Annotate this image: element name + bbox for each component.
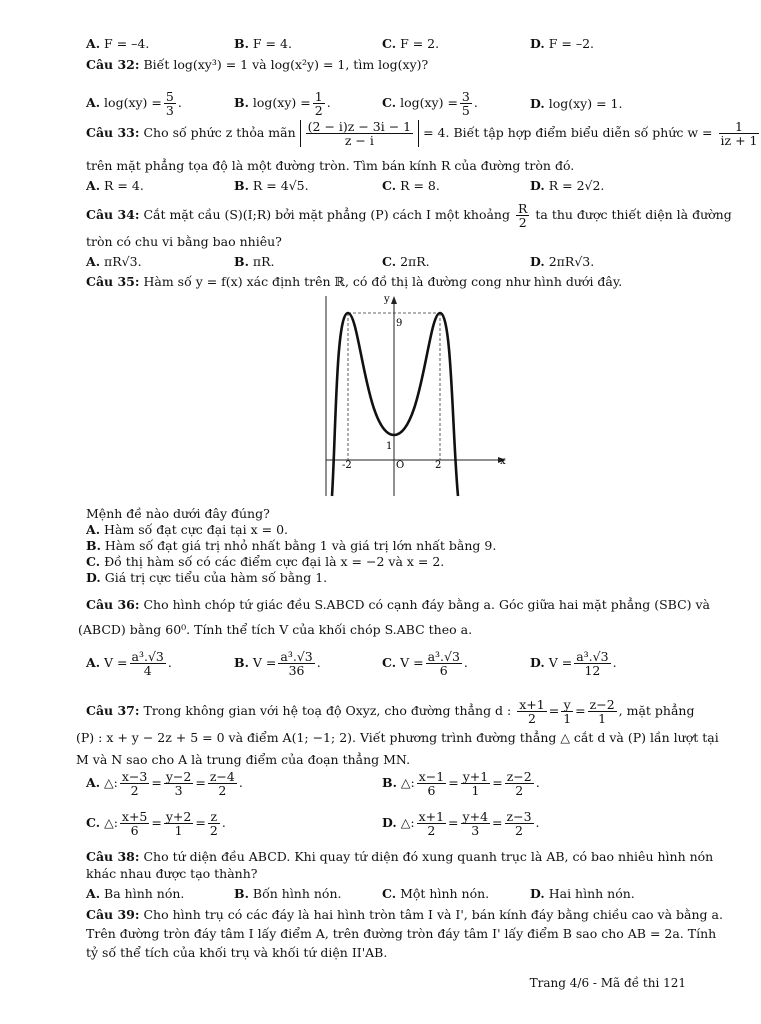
q32-stem: Câu 32: Biết log(xy³) = 1 và log(x²y) = 1, tìm log(xy)? <box>86 57 429 72</box>
q33-stem-line2: trên mặt phẳng tọa độ là một đường tròn. Tìm bán kính R của đường tròn đó. <box>86 158 575 173</box>
q38-option-b: B. Bốn hình nón. <box>234 886 342 901</box>
tick-label-9: 9 <box>396 318 403 329</box>
q39-stem: Câu 39: Cho hình trụ có các đáy là hai hình tròn tâm I và I', bán kính đáy bằng chiều cao và bằng a. <box>86 907 723 922</box>
q33-option-b: B. R = 4√5. <box>234 178 309 193</box>
q31-option-c: C. F = 2. <box>382 36 440 51</box>
q37-option-d: D. △: $\frac{x+1}{2}$ = $\frac{y+4}{3}$ = $\frac{z-3}{2}$ . <box>382 809 540 838</box>
q32-option-a: A. log(xy) = $\frac{5}{3}$ . <box>86 89 182 118</box>
y-axis-arrow <box>391 296 397 304</box>
q33-option-c: C. R = 8. <box>382 178 440 193</box>
q35-option-d: D. Giá trị cực tiểu của hàm số bằng 1. <box>86 570 328 585</box>
q31-option-a: A. F = –4. <box>86 36 150 51</box>
q37-option-a: A. △: $\frac{x-3}{2}$ = $\frac{y-2}{3}$ = $\frac{z-4}{2}$ . <box>86 769 243 798</box>
q36-option-a: A. V = $\frac{\text{a³.√3}}{4}$ . <box>86 649 172 678</box>
q34-stem: Câu 34: Cắt mặt cầu (S)(I;R) bởi mặt phẳng (P) cách I một khoảng $\frac{R}{2}$ ta thu được thiết diện là đường <box>86 201 732 230</box>
q37-stem: Câu 37: Trong không gian với hệ toạ độ Oxyz, cho đường thẳng d : $\frac{x+1}{2}$ = $\frac{y}{1}$ = $\frac{z-2}{1}$ , mặt phẳng <box>86 697 695 726</box>
q31-option-b: B. F = 4. <box>234 36 292 51</box>
x-axis-label: x <box>500 456 506 467</box>
q34-option-b: B. πR. <box>234 254 275 269</box>
q33-option-a: A. R = 4. <box>86 178 144 193</box>
q35-stem: Câu 35: Hàm số y = f(x) xác định trên ℝ, có đồ thị là đường cong như hình dưới đây. <box>86 274 623 289</box>
q34-stem-line2: tròn có chu vi bằng bao nhiêu? <box>86 234 282 249</box>
q39-stem-line3: tỷ số thể tích của khối trụ và khối tứ diện II'AB. <box>86 945 388 960</box>
q34-option-c: C. 2πR. <box>382 254 430 269</box>
q34-option-a: A. πR√3. <box>86 254 142 269</box>
q37-option-c: C. △: $\frac{x+5}{6}$ = $\frac{y+2}{1}$ = $\frac{z}{2}$ . <box>86 809 226 838</box>
page-footer: Trang 4/6 - Mã đề thi 121 <box>529 976 686 990</box>
q39-stem-line2: Trên đường tròn đáy tâm I lấy điểm A, trên đường tròn đáy tâm I' lấy điểm B sao cho AB = 2a. Tính <box>86 926 717 941</box>
q36-stem: Câu 36: Cho hình chóp tứ giác đều S.ABCD có cạnh đáy bằng a. Góc giữa hai mặt phẳng (SBC) và <box>86 597 711 612</box>
y-axis-label: y <box>384 294 390 305</box>
q35-option-a: A. Hàm số đạt cực đại tại x = 0. <box>86 522 289 537</box>
q37-option-b: B. △: $\frac{x-1}{6}$ = $\frac{y+1}{1}$ = $\frac{z-2}{2}$ . <box>382 769 540 798</box>
q36-option-c: C. V = $\frac{\text{a³.√3}}{6}$ . <box>382 649 468 678</box>
q33-stem: Câu 33: Cho số phức z thỏa mãn $\frac{(2 - i)z - 3i - 1}{z - i}$ = 4. Biết tập hợp điểm biểu diễn số phức w = $\frac{1}{iz + 1}$ <box>86 119 758 148</box>
q32-option-d: D. log(xy) = 1. <box>530 96 623 111</box>
q38-stem-line2: khác nhau được tạo thành? <box>86 866 258 881</box>
q36-stem-line2: (ABCD) bằng 60⁰. Tính thể tích V của khối chóp S.ABC theo a. <box>78 622 473 637</box>
q32-option-b: B. log(xy) = $\frac{1}{2}$ . <box>234 89 331 118</box>
q37-stem-line3: M và N sao cho A là trung điểm của đoạn thẳng MN. <box>76 752 411 767</box>
q38-option-d: D. Hai hình nón. <box>530 886 635 901</box>
tick-label-2: 2 <box>435 460 442 471</box>
q36-option-d: D. V = $\frac{\text{a³.√3}}{12}$ . <box>530 649 617 678</box>
origin-label: O <box>396 460 405 471</box>
q35-option-c: C. Đồ thị hàm số có các điểm cực đại là x = −2 và x = 2. <box>86 554 445 569</box>
q35-option-b: B. Hàm số đạt giá trị nhỏ nhất bằng 1 và giá trị lớn nhất bằng 9. <box>86 538 497 553</box>
q37-stem-line2: (P) : x + y − 2z + 5 = 0 và điểm A(1; −1; 2). Viết phương trình đường thẳng △ cắt d và (P) lần lượt tại <box>76 730 719 745</box>
q36-option-b: B. V = $\frac{\text{a³.√3}}{36}$ . <box>234 649 321 678</box>
q33-option-d: D. R = 2√2. <box>530 178 605 193</box>
tick-label-1: 1 <box>386 441 393 452</box>
q34-option-d: D. 2πR√3. <box>530 254 595 269</box>
q38-option-a: A. Ba hình nón. <box>86 886 185 901</box>
q31-option-d: D. F = –2. <box>530 36 595 51</box>
q35-graph <box>322 290 518 498</box>
q35-prompt: Mệnh đề nào dưới đây đúng? <box>86 506 270 521</box>
q38-stem: Câu 38: Cho tứ diện đều ABCD. Khi quay tứ diện đó xung quanh trục là AB, có bao nhiêu hình nón <box>86 849 714 864</box>
q32-option-c: C. log(xy) = $\frac{3}{5}$ . <box>382 89 478 118</box>
q38-option-c: C. Một hình nón. <box>382 886 490 901</box>
tick-label-neg2: -2 <box>342 460 352 471</box>
